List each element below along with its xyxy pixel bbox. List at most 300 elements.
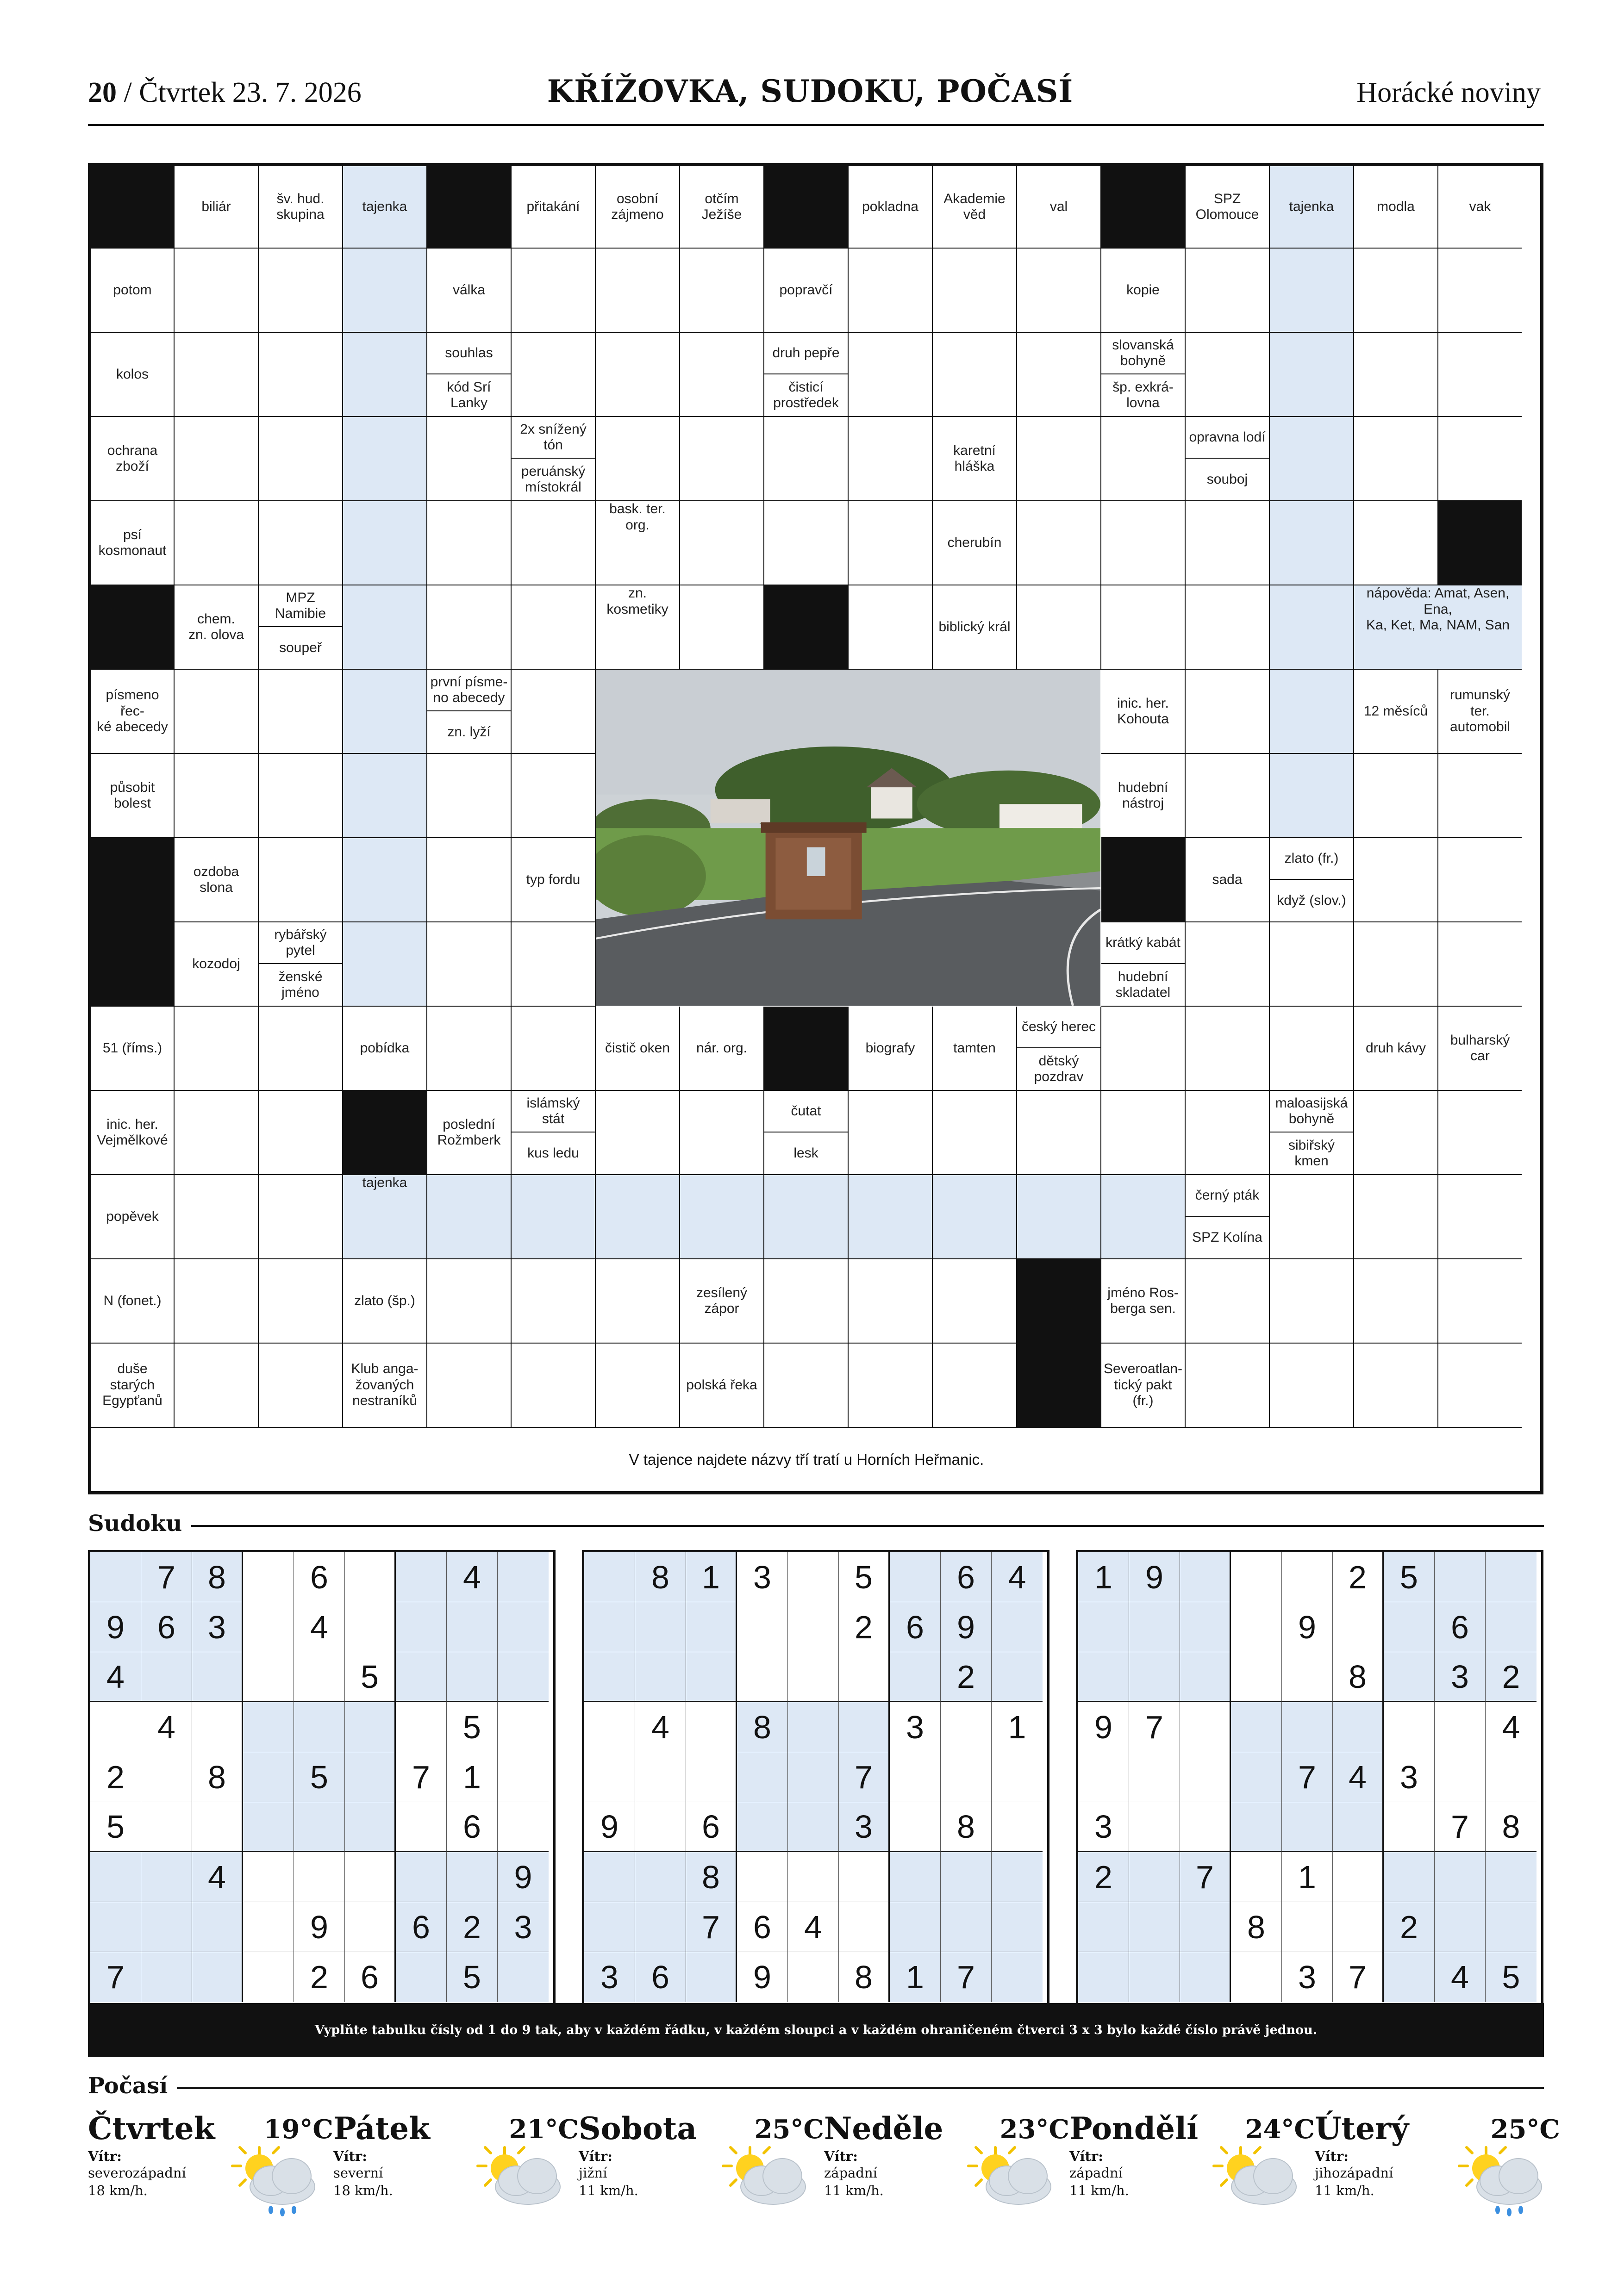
sudoku-empty-cell[interactable]: [141, 1852, 192, 1902]
sudoku-empty-cell[interactable]: [192, 1652, 243, 1702]
sudoku-empty-cell[interactable]: [345, 1702, 396, 1752]
sudoku-empty-cell[interactable]: [1129, 1652, 1180, 1702]
sudoku-empty-cell[interactable]: [1078, 1752, 1129, 1802]
answer-cell[interactable]: [1186, 922, 1270, 1007]
answer-cell[interactable]: [849, 1259, 933, 1344]
sudoku-given-cell[interactable]: 4: [788, 1902, 839, 1952]
answer-cell[interactable]: [175, 754, 259, 838]
answer-cell[interactable]: [427, 838, 512, 922]
sudoku-empty-cell[interactable]: [294, 1852, 345, 1902]
sudoku-empty-cell[interactable]: [498, 1702, 549, 1752]
sudoku-given-cell[interactable]: 6: [890, 1602, 941, 1652]
answer-cell[interactable]: [175, 333, 259, 417]
answer-cell[interactable]: [259, 417, 343, 501]
answer-cell[interactable]: [1438, 1259, 1522, 1344]
sudoku-empty-cell[interactable]: [788, 1802, 839, 1852]
answer-cell[interactable]: [1438, 1344, 1522, 1428]
answer-cell-secret[interactable]: [1270, 333, 1354, 417]
answer-cell[interactable]: [764, 1344, 849, 1428]
sudoku-given-cell[interactable]: 7: [941, 1952, 992, 2002]
answer-cell-secret[interactable]: [343, 333, 427, 417]
sudoku-empty-cell[interactable]: [90, 1852, 141, 1902]
sudoku-given-cell[interactable]: 4: [192, 1852, 243, 1902]
sudoku-given-cell[interactable]: 9: [737, 1952, 788, 2002]
sudoku-empty-cell[interactable]: [1384, 1652, 1435, 1702]
sudoku-empty-cell[interactable]: [243, 1852, 294, 1902]
sudoku-given-cell[interactable]: 6: [635, 1952, 686, 2002]
answer-cell[interactable]: [427, 754, 512, 838]
sudoku-empty-cell[interactable]: [90, 1702, 141, 1752]
sudoku-given-cell[interactable]: 4: [90, 1652, 141, 1702]
sudoku-empty-cell[interactable]: [1231, 1652, 1282, 1702]
answer-cell[interactable]: [933, 249, 1017, 333]
answer-cell[interactable]: [1354, 501, 1438, 585]
sudoku-empty-cell[interactable]: [1180, 1702, 1231, 1752]
answer-cell[interactable]: [933, 333, 1017, 417]
sudoku-empty-cell[interactable]: [243, 1552, 294, 1602]
sudoku-given-cell[interactable]: 3: [498, 1902, 549, 1952]
answer-cell[interactable]: [680, 417, 764, 501]
sudoku-empty-cell[interactable]: [1180, 1902, 1231, 1952]
sudoku-given-cell[interactable]: 6: [686, 1802, 737, 1852]
sudoku-empty-cell[interactable]: [992, 1852, 1043, 1902]
sudoku-empty-cell[interactable]: [1078, 1652, 1129, 1702]
sudoku-empty-cell[interactable]: [345, 1902, 396, 1952]
answer-cell[interactable]: [849, 1091, 933, 1175]
answer-cell[interactable]: [1101, 501, 1186, 585]
sudoku-empty-cell[interactable]: [1129, 1902, 1180, 1952]
answer-cell[interactable]: [427, 1259, 512, 1344]
answer-cell-secret[interactable]: [849, 1175, 933, 1259]
answer-cell[interactable]: [1101, 585, 1186, 670]
sudoku-empty-cell[interactable]: [839, 1902, 890, 1952]
sudoku-empty-cell[interactable]: [737, 1752, 788, 1802]
sudoku-empty-cell[interactable]: [294, 1652, 345, 1702]
sudoku-given-cell[interactable]: 7: [1333, 1952, 1384, 2002]
sudoku-given-cell[interactable]: 6: [737, 1902, 788, 1952]
answer-cell[interactable]: [933, 1259, 1017, 1344]
sudoku-given-cell[interactable]: 6: [294, 1552, 345, 1602]
sudoku-given-cell[interactable]: 2: [1333, 1552, 1384, 1602]
sudoku-empty-cell[interactable]: [941, 1852, 992, 1902]
sudoku-empty-cell[interactable]: [1435, 1902, 1486, 1952]
sudoku-empty-cell[interactable]: [396, 1702, 447, 1752]
answer-cell[interactable]: [1270, 1175, 1354, 1259]
sudoku-empty-cell[interactable]: [1231, 1702, 1282, 1752]
sudoku-empty-cell[interactable]: [345, 1602, 396, 1652]
sudoku-empty-cell[interactable]: [737, 1652, 788, 1702]
sudoku-empty-cell[interactable]: [243, 1602, 294, 1652]
answer-cell[interactable]: [512, 1007, 596, 1091]
answer-cell[interactable]: [1354, 1175, 1438, 1259]
sudoku-empty-cell[interactable]: [1231, 1802, 1282, 1852]
answer-cell[interactable]: [1270, 922, 1354, 1007]
sudoku-given-cell[interactable]: 3: [192, 1602, 243, 1652]
answer-cell[interactable]: [1186, 249, 1270, 333]
sudoku-given-cell[interactable]: 2: [1486, 1652, 1537, 1702]
sudoku-empty-cell[interactable]: [243, 1952, 294, 2002]
sudoku-given-cell[interactable]: 8: [635, 1552, 686, 1602]
sudoku-given-cell[interactable]: 8: [1333, 1652, 1384, 1702]
sudoku-empty-cell[interactable]: [192, 1952, 243, 2002]
answer-cell[interactable]: [596, 417, 680, 501]
sudoku-given-cell[interactable]: 9: [1078, 1702, 1129, 1752]
answer-cell[interactable]: [512, 1259, 596, 1344]
sudoku-given-cell[interactable]: 2: [447, 1902, 498, 1952]
sudoku-empty-cell[interactable]: [141, 1752, 192, 1802]
answer-cell[interactable]: [1354, 1091, 1438, 1175]
answer-cell[interactable]: [849, 1344, 933, 1428]
sudoku-empty-cell[interactable]: [345, 1752, 396, 1802]
answer-cell[interactable]: [1186, 585, 1270, 670]
sudoku-empty-cell[interactable]: [635, 1802, 686, 1852]
answer-cell[interactable]: [1438, 922, 1522, 1007]
sudoku-given-cell[interactable]: 1: [686, 1552, 737, 1602]
answer-cell[interactable]: [259, 249, 343, 333]
sudoku-given-cell[interactable]: 3: [1282, 1952, 1333, 2002]
answer-cell[interactable]: [175, 417, 259, 501]
sudoku-given-cell[interactable]: 3: [839, 1802, 890, 1852]
answer-cell-secret[interactable]: [596, 1175, 680, 1259]
sudoku-given-cell[interactable]: 8: [1486, 1802, 1537, 1852]
answer-cell[interactable]: [1354, 754, 1438, 838]
sudoku-empty-cell[interactable]: [396, 1802, 447, 1852]
answer-cell[interactable]: [1186, 1007, 1270, 1091]
sudoku-empty-cell[interactable]: [1231, 1602, 1282, 1652]
sudoku-empty-cell[interactable]: [1282, 1802, 1333, 1852]
answer-cell[interactable]: [1270, 1007, 1354, 1091]
sudoku-empty-cell[interactable]: [1078, 1602, 1129, 1652]
answer-cell-secret[interactable]: [343, 501, 427, 585]
answer-cell[interactable]: [512, 754, 596, 838]
sudoku-given-cell[interactable]: 4: [1486, 1702, 1537, 1752]
sudoku-given-cell[interactable]: 7: [90, 1952, 141, 2002]
sudoku-empty-cell[interactable]: [1333, 1602, 1384, 1652]
sudoku-given-cell[interactable]: 7: [839, 1752, 890, 1802]
answer-cell[interactable]: [175, 670, 259, 754]
sudoku-empty-cell[interactable]: [890, 1652, 941, 1702]
sudoku-empty-cell[interactable]: [498, 1752, 549, 1802]
sudoku-given-cell[interactable]: 3: [584, 1952, 635, 2002]
sudoku-given-cell[interactable]: 2: [294, 1952, 345, 2002]
sudoku-empty-cell[interactable]: [294, 1702, 345, 1752]
answer-cell[interactable]: [1354, 249, 1438, 333]
sudoku-empty-cell[interactable]: [1435, 1852, 1486, 1902]
answer-cell-secret[interactable]: [343, 249, 427, 333]
sudoku-given-cell[interactable]: 6: [345, 1952, 396, 2002]
sudoku-empty-cell[interactable]: [635, 1902, 686, 1952]
answer-cell[interactable]: [512, 249, 596, 333]
sudoku-empty-cell[interactable]: [1180, 1952, 1231, 2002]
sudoku-empty-cell[interactable]: [1129, 1802, 1180, 1852]
sudoku-empty-cell[interactable]: [192, 1902, 243, 1952]
sudoku-empty-cell[interactable]: [737, 1852, 788, 1902]
answer-cell[interactable]: [849, 501, 933, 585]
sudoku-empty-cell[interactable]: [396, 1952, 447, 2002]
sudoku-given-cell[interactable]: 7: [686, 1902, 737, 1952]
answer-cell[interactable]: [849, 417, 933, 501]
sudoku-given-cell[interactable]: 8: [839, 1952, 890, 2002]
sudoku-given-cell[interactable]: 3: [737, 1552, 788, 1602]
answer-cell[interactable]: [1354, 417, 1438, 501]
sudoku-empty-cell[interactable]: [447, 1652, 498, 1702]
answer-cell[interactable]: [680, 501, 764, 585]
sudoku-empty-cell[interactable]: [1333, 1702, 1384, 1752]
sudoku-empty-cell[interactable]: [192, 1702, 243, 1752]
sudoku-given-cell[interactable]: 9: [1129, 1552, 1180, 1602]
sudoku-empty-cell[interactable]: [839, 1652, 890, 1702]
answer-cell[interactable]: [259, 838, 343, 922]
sudoku-empty-cell[interactable]: [1486, 1902, 1537, 1952]
sudoku-empty-cell[interactable]: [1282, 1702, 1333, 1752]
sudoku-given-cell[interactable]: 3: [1384, 1752, 1435, 1802]
sudoku-empty-cell[interactable]: [788, 1652, 839, 1702]
sudoku-empty-cell[interactable]: [941, 1752, 992, 1802]
sudoku-given-cell[interactable]: 4: [141, 1702, 192, 1752]
sudoku-given-cell[interactable]: 6: [941, 1552, 992, 1602]
sudoku-empty-cell[interactable]: [1486, 1552, 1537, 1602]
sudoku-given-cell[interactable]: 5: [1486, 1952, 1537, 2002]
sudoku-empty-cell[interactable]: [1435, 1702, 1486, 1752]
sudoku-given-cell[interactable]: 5: [90, 1802, 141, 1852]
answer-cell-secret[interactable]: [343, 585, 427, 670]
answer-cell[interactable]: [764, 501, 849, 585]
sudoku-given-cell[interactable]: 2: [941, 1652, 992, 1702]
answer-cell[interactable]: [764, 1259, 849, 1344]
answer-cell-secret[interactable]: [512, 1175, 596, 1259]
answer-cell[interactable]: [1438, 333, 1522, 417]
answer-cell-secret[interactable]: [343, 417, 427, 501]
answer-cell[interactable]: [512, 1344, 596, 1428]
sudoku-given-cell[interactable]: 8: [192, 1552, 243, 1602]
sudoku-given-cell[interactable]: 8: [686, 1852, 737, 1902]
sudoku-empty-cell[interactable]: [498, 1802, 549, 1852]
answer-cell-secret[interactable]: [680, 1175, 764, 1259]
answer-cell[interactable]: [259, 1007, 343, 1091]
answer-cell[interactable]: [427, 585, 512, 670]
sudoku-given-cell[interactable]: 5: [447, 1702, 498, 1752]
sudoku-empty-cell[interactable]: [345, 1802, 396, 1852]
answer-cell[interactable]: [259, 754, 343, 838]
sudoku-given-cell[interactable]: 8: [941, 1802, 992, 1852]
sudoku-given-cell[interactable]: 9: [498, 1852, 549, 1902]
answer-cell[interactable]: [680, 585, 764, 670]
sudoku-empty-cell[interactable]: [447, 1852, 498, 1902]
sudoku-given-cell[interactable]: 9: [90, 1602, 141, 1652]
answer-cell-secret[interactable]: [1270, 670, 1354, 754]
sudoku-given-cell[interactable]: 7: [396, 1752, 447, 1802]
answer-cell[interactable]: [512, 501, 596, 585]
answer-cell[interactable]: [427, 501, 512, 585]
answer-cell[interactable]: [259, 670, 343, 754]
answer-cell-secret[interactable]: [1270, 249, 1354, 333]
sudoku-empty-cell[interactable]: [90, 1902, 141, 1952]
sudoku-given-cell[interactable]: 6: [141, 1602, 192, 1652]
answer-cell[interactable]: [596, 1091, 680, 1175]
sudoku-empty-cell[interactable]: [788, 1952, 839, 2002]
sudoku-given-cell[interactable]: 5: [1384, 1552, 1435, 1602]
sudoku-empty-cell[interactable]: [737, 1602, 788, 1652]
answer-cell[interactable]: [427, 1344, 512, 1428]
answer-cell[interactable]: [175, 1175, 259, 1259]
sudoku-given-cell[interactable]: 8: [1231, 1902, 1282, 1952]
answer-cell-secret[interactable]: [764, 1175, 849, 1259]
sudoku-empty-cell[interactable]: [941, 1902, 992, 1952]
sudoku-given-cell[interactable]: 2: [1078, 1852, 1129, 1902]
sudoku-empty-cell[interactable]: [498, 1952, 549, 2002]
answer-cell-secret[interactable]: [343, 670, 427, 754]
sudoku-given-cell[interactable]: 2: [1384, 1902, 1435, 1952]
sudoku-empty-cell[interactable]: [1486, 1852, 1537, 1902]
sudoku-empty-cell[interactable]: [1129, 1602, 1180, 1652]
sudoku-empty-cell[interactable]: [396, 1552, 447, 1602]
sudoku-empty-cell[interactable]: [1180, 1602, 1231, 1652]
answer-cell[interactable]: [1101, 1091, 1186, 1175]
sudoku-empty-cell[interactable]: [686, 1652, 737, 1702]
answer-cell[interactable]: [1017, 333, 1101, 417]
sudoku-given-cell[interactable]: 1: [992, 1702, 1043, 1752]
sudoku-empty-cell[interactable]: [1078, 1902, 1129, 1952]
sudoku-empty-cell[interactable]: [890, 1752, 941, 1802]
sudoku-empty-cell[interactable]: [686, 1602, 737, 1652]
sudoku-empty-cell[interactable]: [584, 1702, 635, 1752]
sudoku-empty-cell[interactable]: [243, 1752, 294, 1802]
sudoku-given-cell[interactable]: 9: [584, 1802, 635, 1852]
answer-cell[interactable]: [259, 333, 343, 417]
answer-cell[interactable]: [1270, 1344, 1354, 1428]
sudoku-given-cell[interactable]: 9: [1282, 1602, 1333, 1652]
sudoku-empty-cell[interactable]: [839, 1852, 890, 1902]
sudoku-given-cell[interactable]: 3: [1435, 1652, 1486, 1702]
sudoku-empty-cell[interactable]: [294, 1802, 345, 1852]
answer-cell[interactable]: [849, 585, 933, 670]
sudoku-empty-cell[interactable]: [992, 1802, 1043, 1852]
sudoku-empty-cell[interactable]: [1435, 1552, 1486, 1602]
sudoku-empty-cell[interactable]: [788, 1602, 839, 1652]
sudoku-empty-cell[interactable]: [243, 1902, 294, 1952]
sudoku-given-cell[interactable]: 7: [1435, 1802, 1486, 1852]
answer-cell[interactable]: [427, 1007, 512, 1091]
sudoku-empty-cell[interactable]: [1384, 1602, 1435, 1652]
sudoku-empty-cell[interactable]: [243, 1702, 294, 1752]
sudoku-empty-cell[interactable]: [1486, 1602, 1537, 1652]
answer-cell[interactable]: [849, 333, 933, 417]
sudoku-empty-cell[interactable]: [788, 1752, 839, 1802]
sudoku-empty-cell[interactable]: [243, 1652, 294, 1702]
answer-cell[interactable]: [1186, 754, 1270, 838]
answer-cell[interactable]: [1438, 417, 1522, 501]
sudoku-empty-cell[interactable]: [1231, 1852, 1282, 1902]
answer-cell-secret[interactable]: [1270, 585, 1354, 670]
sudoku-empty-cell[interactable]: [141, 1902, 192, 1952]
sudoku-given-cell[interactable]: 4: [992, 1552, 1043, 1602]
sudoku-given-cell[interactable]: 1: [1078, 1552, 1129, 1602]
sudoku-given-cell[interactable]: 2: [839, 1602, 890, 1652]
answer-cell[interactable]: [1017, 249, 1101, 333]
sudoku-empty-cell[interactable]: [737, 1802, 788, 1852]
sudoku-empty-cell[interactable]: [1384, 1702, 1435, 1752]
answer-cell-secret[interactable]: [343, 838, 427, 922]
sudoku-empty-cell[interactable]: [992, 1952, 1043, 2002]
sudoku-empty-cell[interactable]: [243, 1802, 294, 1852]
sudoku-empty-cell[interactable]: [992, 1902, 1043, 1952]
answer-cell[interactable]: [1354, 1259, 1438, 1344]
sudoku-given-cell[interactable]: 3: [1078, 1802, 1129, 1852]
answer-cell[interactable]: [1017, 585, 1101, 670]
sudoku-given-cell[interactable]: 7: [1129, 1702, 1180, 1752]
sudoku-empty-cell[interactable]: [396, 1652, 447, 1702]
answer-cell[interactable]: [1438, 754, 1522, 838]
answer-cell[interactable]: [512, 922, 596, 1007]
sudoku-empty-cell[interactable]: [498, 1602, 549, 1652]
sudoku-empty-cell[interactable]: [839, 1702, 890, 1752]
sudoku-given-cell[interactable]: 6: [1435, 1602, 1486, 1652]
sudoku-given-cell[interactable]: 9: [941, 1602, 992, 1652]
answer-cell[interactable]: [259, 1259, 343, 1344]
sudoku-given-cell[interactable]: 2: [90, 1752, 141, 1802]
sudoku-given-cell[interactable]: 4: [294, 1602, 345, 1652]
answer-cell[interactable]: [1354, 1344, 1438, 1428]
sudoku-empty-cell[interactable]: [192, 1802, 243, 1852]
sudoku-empty-cell[interactable]: [1333, 1902, 1384, 1952]
sudoku-empty-cell[interactable]: [1129, 1852, 1180, 1902]
sudoku-given-cell[interactable]: 4: [447, 1552, 498, 1602]
answer-cell[interactable]: [259, 501, 343, 585]
sudoku-empty-cell[interactable]: [498, 1552, 549, 1602]
answer-cell[interactable]: [1186, 1344, 1270, 1428]
sudoku-empty-cell[interactable]: [1435, 1752, 1486, 1802]
sudoku-empty-cell[interactable]: [345, 1552, 396, 1602]
sudoku-given-cell[interactable]: 1: [1282, 1852, 1333, 1902]
answer-cell[interactable]: [259, 1091, 343, 1175]
sudoku-empty-cell[interactable]: [584, 1602, 635, 1652]
sudoku-empty-cell[interactable]: [1231, 1952, 1282, 2002]
sudoku-empty-cell[interactable]: [1231, 1552, 1282, 1602]
sudoku-empty-cell[interactable]: [1384, 1852, 1435, 1902]
sudoku-empty-cell[interactable]: [941, 1702, 992, 1752]
sudoku-empty-cell[interactable]: [1282, 1652, 1333, 1702]
answer-cell-secret[interactable]: [343, 922, 427, 1007]
answer-cell[interactable]: [1438, 249, 1522, 333]
answer-cell-secret[interactable]: [427, 1175, 512, 1259]
sudoku-empty-cell[interactable]: [141, 1802, 192, 1852]
answer-cell[interactable]: [680, 249, 764, 333]
sudoku-empty-cell[interactable]: [890, 1852, 941, 1902]
sudoku-empty-cell[interactable]: [992, 1602, 1043, 1652]
sudoku-given-cell[interactable]: 9: [294, 1902, 345, 1952]
answer-cell[interactable]: [1354, 333, 1438, 417]
sudoku-given-cell[interactable]: 6: [396, 1902, 447, 1952]
sudoku-empty-cell[interactable]: [447, 1602, 498, 1652]
sudoku-empty-cell[interactable]: [890, 1902, 941, 1952]
answer-cell[interactable]: [427, 922, 512, 1007]
sudoku-empty-cell[interactable]: [141, 1952, 192, 2002]
sudoku-empty-cell[interactable]: [686, 1702, 737, 1752]
sudoku-given-cell[interactable]: 5: [345, 1652, 396, 1702]
answer-cell-secret[interactable]: [1017, 1175, 1101, 1259]
answer-cell[interactable]: [680, 333, 764, 417]
answer-cell-secret[interactable]: [1270, 501, 1354, 585]
sudoku-empty-cell[interactable]: [584, 1652, 635, 1702]
sudoku-empty-cell[interactable]: [345, 1852, 396, 1902]
sudoku-empty-cell[interactable]: [890, 1552, 941, 1602]
sudoku-given-cell[interactable]: 1: [447, 1752, 498, 1802]
answer-cell[interactable]: [259, 1344, 343, 1428]
answer-cell[interactable]: [175, 1091, 259, 1175]
sudoku-empty-cell[interactable]: [992, 1752, 1043, 1802]
answer-cell[interactable]: [596, 1259, 680, 1344]
sudoku-given-cell[interactable]: 1: [890, 1952, 941, 2002]
